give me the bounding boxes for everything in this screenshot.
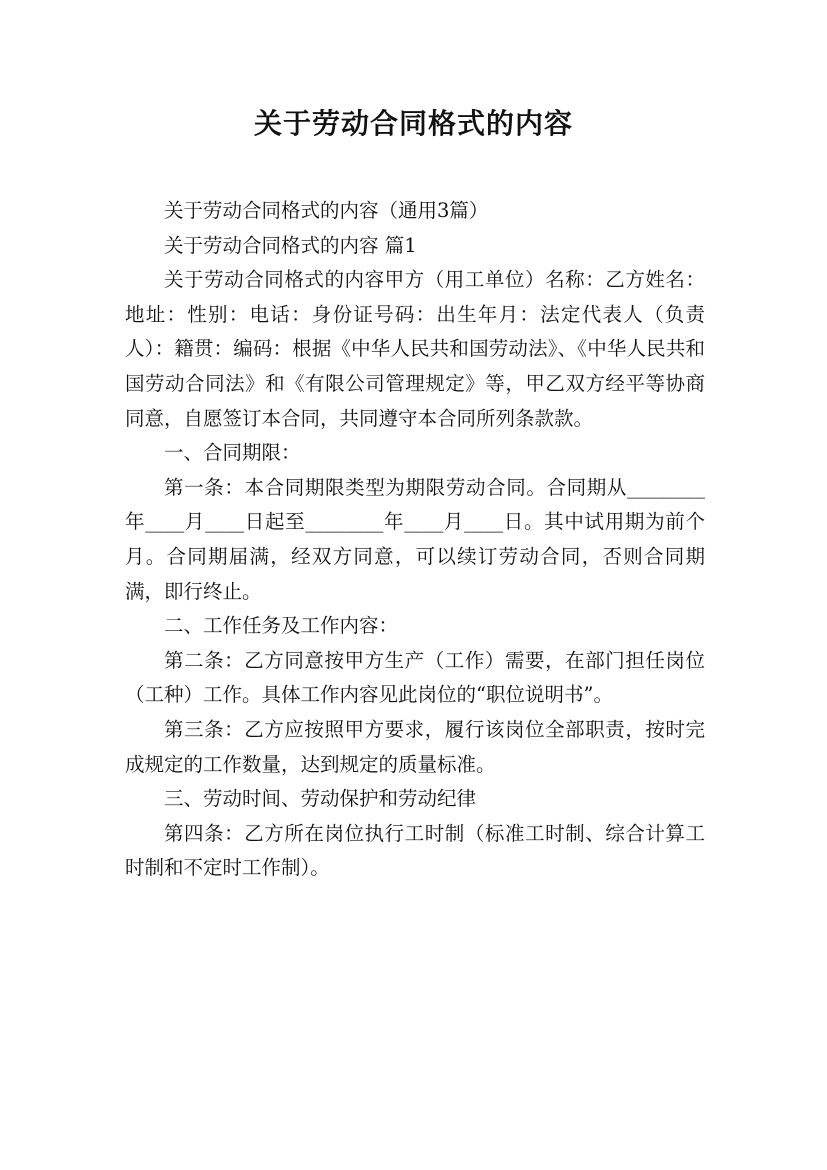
paragraph-article-4: 第四条：乙方所在岗位执行工时制（标准工时制、综合计算工时制和不定时工作制）。	[125, 821, 705, 880]
paragraph-heading-hours: 三、劳动时间、劳动保护和劳动纪律	[164, 787, 477, 811]
paragraph-article-3: 第三条：乙方应按照甲方要求，履行该岗位全部职责，按时完成规定的工作数量，达到规定的质量标准。	[125, 717, 705, 776]
paragraph-heading-tasks: 二、工作任务及工作内容：	[164, 614, 399, 638]
paragraph-subtitle: 关于劳动合同格式的内容（通用3篇）	[164, 199, 489, 222]
paragraph-article-1: 第一条：本合同期限类型为期限劳动合同。合同期从________年____月____日起至________年____月____日。其中试用期为前个月。合同期届满，经双方同意，可以续订劳动合同，否则合同期满，即行终止。	[125, 475, 705, 603]
paragraph-section-heading: 关于劳动合同格式的内容 篇1	[164, 233, 417, 257]
document-body	[125, 194, 705, 886]
paragraph-article-2: 第二条：乙方同意按甲方生产（工作）需要，在部门担任岗位（工种）工作。具体工作内容见此岗位的“职位说明书”。	[125, 648, 705, 707]
paragraph-heading-term: 一、合同期限：	[164, 441, 301, 465]
document-title: 关于劳动合同格式的内容	[253, 107, 573, 140]
paragraph-contract-parties: 关于劳动合同格式的内容甲方（用工单位）名称：乙方姓名：地址：性别：电话：身份证号码：出生年月：法定代表人（负责人）：籍贯：编码：根据《中华人民共和国劳动法》、《中华人民共和国劳动合同法》和《有限公司管理规定》等，甲乙双方经平等协商同意，自愿签订本合同，共同遵守本合同所列条款款。	[125, 268, 705, 430]
